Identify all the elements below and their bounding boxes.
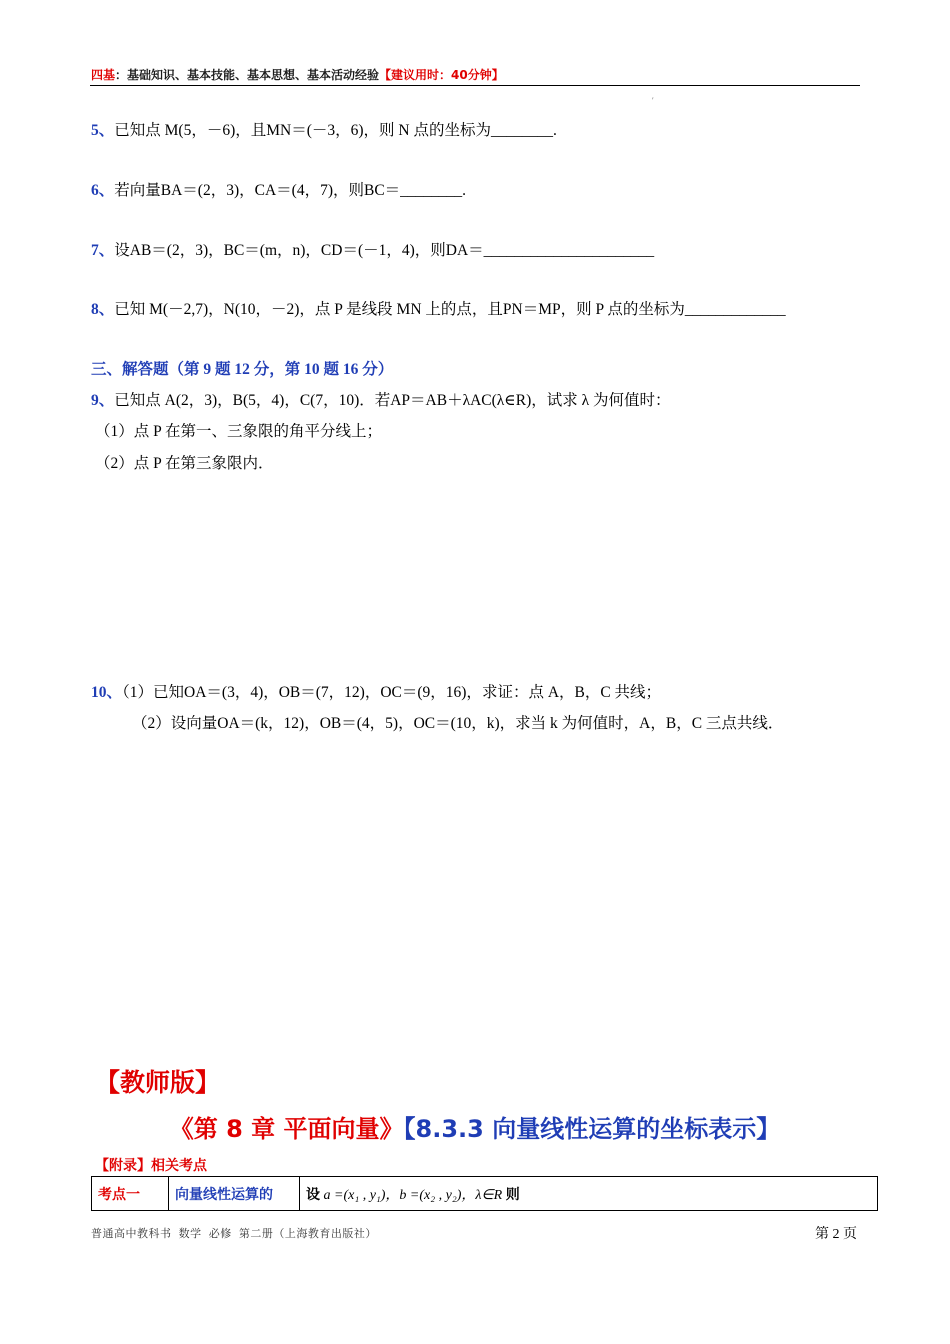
key-point-label: 考点一 [92, 1177, 169, 1211]
question-8-number: 8、 [91, 301, 115, 318]
question-9-text: 已知点 A(2，3)，B(5，4)，C(7，10)．若AP＝AB＋λAC(λ∈R)，试求 λ 为何值时： [114, 392, 671, 409]
appendix-title: 【附录】相关考点 [95, 1158, 207, 1174]
question-9-part-1: （1）点 P 在第一、三象限的角平分线上； [95, 423, 383, 440]
chapter-title-section: 【8.3.3 向量线性运算的坐标表示】 [403, 1115, 781, 1143]
page-header [91, 66, 504, 83]
question-10 [91, 680, 661, 702]
question-5-number: 5、 [91, 122, 115, 139]
header-text: ：基础知识、基本技能、基本思想、基本活动经验 [115, 68, 380, 82]
formula-lead: 设 [306, 1186, 320, 1203]
question-7-text: 设AB＝(2，3)，BC＝(m，n)，CD＝(－1，4)，则DA＝______________________ [114, 242, 655, 259]
header-time-note: 【建议用时：40分钟】 [379, 68, 504, 82]
header-label: 四基 [91, 68, 116, 82]
teacher-edition-title: 【教师版】 [95, 1068, 221, 1097]
question-10-part-1: （1）已知OA＝(3，4)，OB＝(7，12)，OC＝(9，16)，求证：点 A，B，C 共线； [122, 684, 662, 701]
chapter-title-main: 《第 8 章 平面向量》 [169, 1115, 404, 1143]
footer-page-number: 第 2 页 [815, 1227, 857, 1242]
question-5 [91, 118, 557, 140]
header-rule [90, 85, 860, 86]
key-point-content [300, 1177, 878, 1211]
question-6-text: 若向量BA＝(2，3)，CA＝(4，7)，则BC＝________. [114, 182, 467, 199]
question-8 [91, 297, 786, 319]
chapter-title [0, 1109, 950, 1144]
question-10-number: 10、 [91, 684, 123, 701]
question-10-part-2: （2）设向量OA＝(k，12)，OB＝(4，5)，OC＝(10，k)，求当 k 为何值时，A，B，C 三点共线． [132, 715, 784, 732]
question-7-number: 7、 [91, 242, 115, 259]
question-6-number: 6、 [91, 182, 115, 199]
header-tick-mark: ′ [652, 96, 654, 105]
question-9-part-2: （2）点 P 在第三象限内． [95, 455, 274, 472]
question-5-text: 已知点 M(5，－6)，且MN＝(－3，6)，则 N 点的坐标为________. [114, 122, 557, 139]
table-row [92, 1177, 878, 1211]
question-9 [91, 388, 671, 410]
formula-tail: 则 [505, 1186, 520, 1203]
question-6 [91, 178, 466, 200]
key-points-table [91, 1176, 878, 1211]
question-9-number: 9、 [91, 392, 115, 409]
question-7 [91, 238, 654, 260]
section-3-heading: 三、解答题（第 9 题 12 分，第 10 题 16 分） [91, 361, 394, 378]
key-point-topic: 向量线性运算的 [169, 1177, 300, 1211]
question-8-text: 已知 M(－2,7)，N(10，－2)，点 P 是线段 MN 上的点，且PN＝MP，则 P 点的坐标为_____________ [114, 301, 786, 318]
formula-vectors: a =(x₁ , y₁)，b =(x₂ , y₂)，λ∈R [320, 1187, 506, 1203]
footer-textbook-info: 普通高中教科书 数学 必修 第二册（上海教育出版社） [91, 1227, 377, 1240]
